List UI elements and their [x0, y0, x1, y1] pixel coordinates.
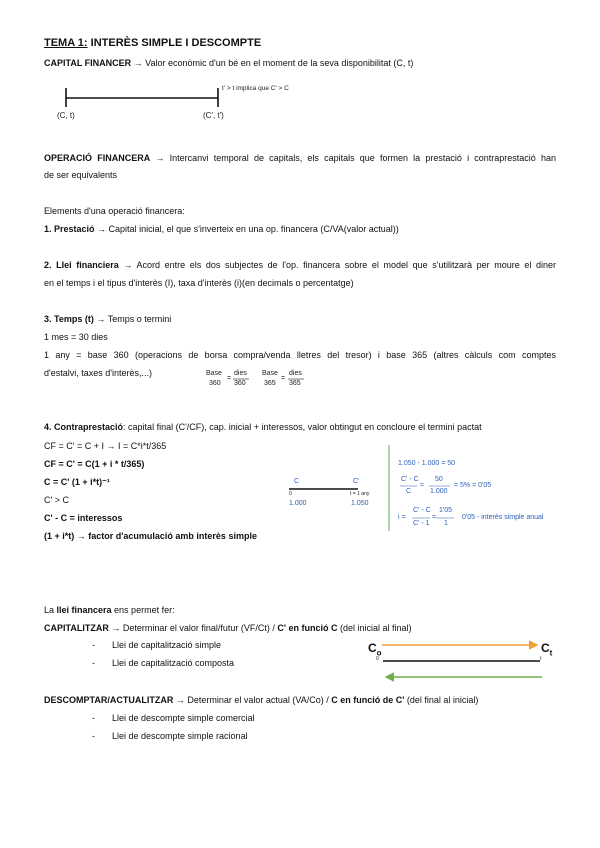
example-v1: 1.050 [351, 500, 369, 507]
descomptar-term: DESCOMPTAR/ACTUALITZAR [44, 695, 174, 705]
descomptar-post: (del final al inicial) [404, 695, 479, 705]
base360-num: 360 [209, 380, 221, 387]
timeline-c0-sub: o [376, 648, 382, 658]
prestacio-def: → Capital inicial, el que s'inverteix en una op. financera (C/VA(valor actual)) [94, 224, 399, 234]
descomptar-line [44, 694, 478, 706]
timeline-t1: t [540, 656, 542, 662]
timeline-ct-label: C [541, 641, 550, 655]
example-num3: C' - C [413, 507, 431, 514]
capitalitzar-bold: C' en funció C [277, 623, 338, 633]
llei-fin-pre: La [44, 605, 57, 615]
example-den3b: 1 [444, 520, 448, 527]
example-res2: = 5% = 0'05 [454, 482, 492, 489]
timeline-note: t' > t implica que C' > C [222, 85, 289, 92]
prestacio-term: Prestació [54, 224, 95, 234]
base365-word: Base [262, 370, 278, 377]
capitalitzar-post: (del inicial al final) [337, 623, 412, 633]
llei-def1: → Acord entre els dos subjectes de l'op. financera sobre el model que s'utilitzarà per moure el diner [118, 260, 556, 270]
example-eq3: = [432, 514, 437, 521]
equals-sign: = [227, 375, 232, 382]
base365-num: 365 [264, 380, 276, 387]
temps-term: Temps (t) [54, 314, 94, 324]
example-i-label: i = [398, 514, 406, 521]
formula-5: C' - C = interessos [44, 513, 123, 523]
example-v0: 1.000 [289, 500, 307, 507]
example-c: C [294, 478, 300, 485]
timeline-c0-label: C [368, 641, 377, 655]
title-prefix: TEMA 1: [44, 37, 88, 49]
operacio-financera-term: OPERACIÓ FINANCERA [44, 153, 151, 163]
formula-4: C' > C [44, 495, 69, 505]
capitalitzar-item-2: - Llei de capitalització composta [92, 658, 235, 668]
example-num3b: 1'05 [439, 507, 453, 514]
title-rest: INTERÈS SIMPLE I DESCOMPTE [87, 37, 262, 49]
capitalitzar-item-2-label: Llei de capitalització composta [112, 658, 235, 668]
descomptar-item-2-label: Llei de descompte simple racional [112, 731, 248, 741]
descomptar-item-2: - Llei de descompte simple racional [92, 731, 248, 741]
operacio-financera-def1: → Intercanvi temporal de capitals, els capitals que formen la prestació i contraprestació han [150, 153, 557, 163]
timeline-left-label: (C, t) [57, 111, 75, 120]
capitalitzar-item-1-label: Llei de capitalització simple [112, 640, 222, 650]
llei-num: 2. [44, 260, 57, 270]
capital-financer-term: CAPITAL FINANCER [44, 58, 132, 68]
base360-word: Base [206, 370, 222, 377]
formula-3: C = C' (1 + i*t)⁻¹ [44, 477, 110, 487]
timeline-ct-sub: t [549, 648, 553, 658]
contraprestacio-num: 4. [44, 422, 55, 432]
capitalitzar-mid: → Determinar el valor final/futur (VF/Ct) / [108, 623, 278, 633]
example-den2b: 1.000 [430, 488, 448, 495]
example-res3: 0'05 - interès simple anual [462, 514, 544, 521]
example-diff: 1.050 - 1.000 = 50 [398, 460, 456, 467]
capital-financer-def: → Valor econòmic d'un bé en el moment de la seva disponibilitat (C, t) [131, 58, 414, 68]
example-den2: C [406, 488, 412, 495]
equals-sign-2: = [281, 375, 286, 382]
temps-any-line1: 1 any = base 360 (operacions de borsa compra/venda lletres del tresor) i base 365 (altres càlculs com comptes [44, 350, 556, 360]
temps-mes: 1 mes = 30 dies [44, 332, 108, 342]
temps-num: 3. [44, 314, 55, 324]
operacio-financera-line2: de ser equivalents [44, 170, 118, 180]
example-num2b: 50 [435, 476, 443, 483]
formula-2: CF = C' = C(1 + i * t/365) [44, 459, 145, 469]
temps-def: → Temps o termini [93, 314, 172, 324]
temps-any-line2: d'estalvi, taxes d'interès,...) [44, 368, 152, 378]
formula-6: (1 + i*t) → factor d'acumulació amb interès simple [44, 531, 257, 541]
descomptar-bold: C en funció de C' [331, 695, 405, 705]
example-cp: C' [353, 478, 360, 485]
formula-1: CF = C' = C + I → I = C*i*t/365 [44, 441, 167, 451]
example-eq2: = [420, 482, 425, 489]
timeline-right-label: (C', t') [203, 111, 224, 120]
example-den3: C' - 1 [413, 520, 430, 527]
prestacio-num: 1. [44, 224, 55, 234]
descomptar-item-1-label: Llei de descompte simple comercial [112, 713, 255, 723]
capitalitzar-term: CAPITALITZAR [44, 623, 109, 633]
descomptar-item-1: - Llei de descompte simple comercial [92, 713, 255, 723]
timeline-t0: 0 [376, 656, 379, 662]
example-t0: 0 [289, 491, 292, 497]
frac1-dies: dies [234, 370, 247, 377]
frac2-den: 365 [289, 380, 301, 387]
llei-fin-term: llei financera [56, 605, 112, 615]
elements-heading: Elements d'una operació financera: [44, 206, 185, 216]
llei-line2: en el temps i el tipus d'interès (I), taxa d'interès (i)(en decimals o percentatge) [44, 278, 354, 288]
contraprestacio-term: Contraprestació [54, 422, 124, 432]
example-num2: C' - C [401, 476, 419, 483]
descomptar-mid: → Determinar el valor actual (VA/Co) / [173, 695, 332, 705]
capitalitzar-item-1: - Llei de capitalització simple [92, 640, 222, 650]
frac1-den: 360 [234, 380, 246, 387]
frac2-dies: dies [289, 370, 302, 377]
contraprestacio-def: : capital final (C'/CF), cap. inicial + interessos, valor obtingut en concloure el termini pactat [123, 422, 482, 432]
llei-fin-post: ens permet fer: [111, 605, 175, 615]
example-t1: t = 1 any [350, 491, 370, 497]
llei-term: Llei financiera [56, 260, 119, 270]
